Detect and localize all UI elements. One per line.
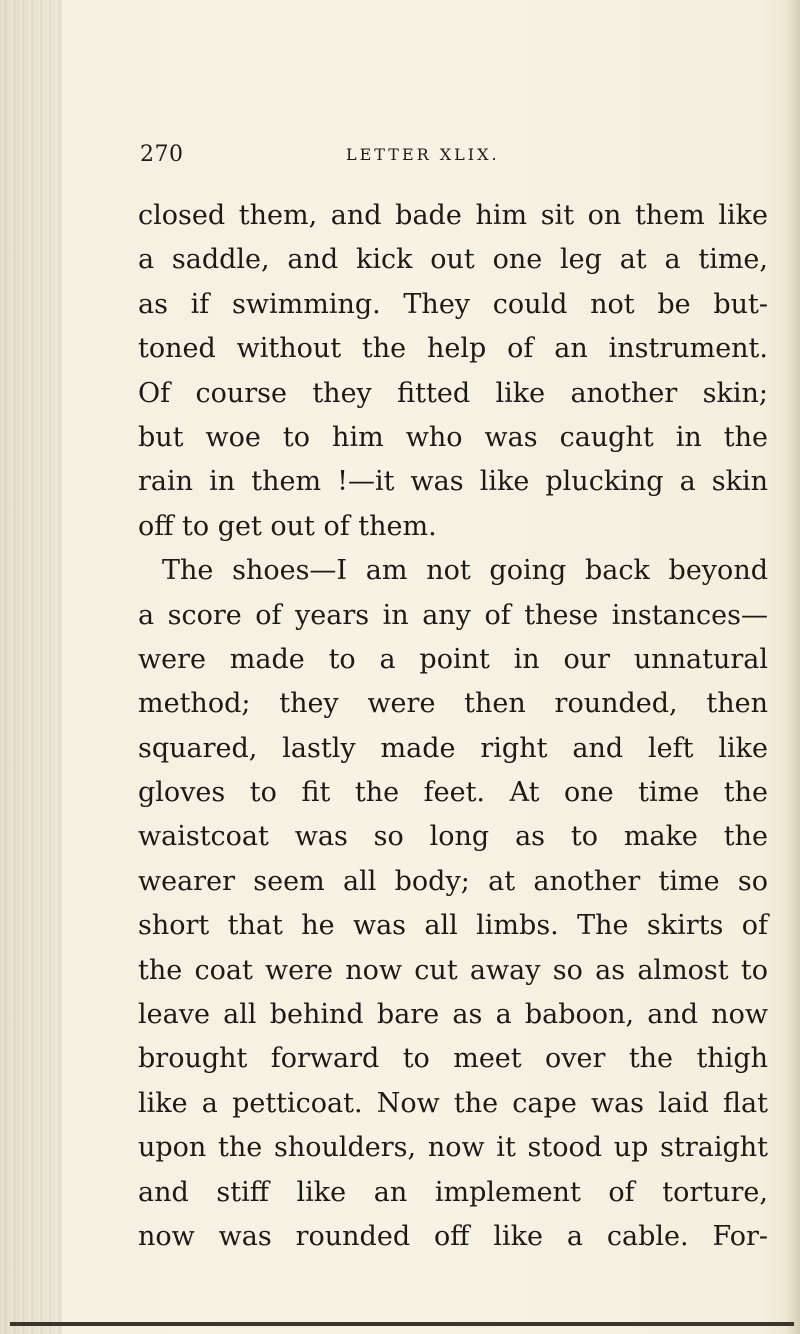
text-line: The shoes—I am not going back beyond [162,555,768,587]
text-line: were made to a point in our unnatural [138,643,768,675]
text-line: and stiff like an implement of torture, [138,1176,768,1208]
text-line: closed them, and bade him sit on them like [138,200,768,231]
text-line: as if swimming. They could not be but- [138,288,768,320]
text-line: upon the shoulders, now it stood up straight [138,1132,768,1164]
running-head: LETTER XLIX. [346,145,500,164]
page-header [140,142,740,172]
text-line: now was rounded off like a cable. For- [138,1220,768,1252]
text-line: leave all behind bare as a baboon, and now [138,999,768,1031]
text-line: brought forward to meet over the thigh [138,1043,768,1075]
text-line: like a petticoat. Now the cape was laid flat [138,1087,768,1119]
text-line: waistcoat was so long as to make the [138,821,768,853]
bottom-edge-rule [10,1322,794,1326]
binding-edge [0,0,62,1334]
text-line: squared, lastly made right and left like [138,732,768,764]
text-line: a saddle, and kick out one leg at a time, [138,244,768,276]
text-line: off to get out of them. [138,510,437,542]
text-line: toned without the help of an instrument. [138,333,768,365]
text-line: rain in them !—it was like plucking a skin [138,466,768,498]
text-line: method; they were then rounded, then [138,688,768,720]
text-line: but woe to him who was caught in the [138,421,768,453]
text-line: Of course they fitted like another skin; [138,377,768,409]
page-edge-shadow [786,0,800,1334]
text-line: short that he was all limbs. The skirts of [138,910,768,942]
body-text [138,194,768,1259]
text-line: a score of years in any of these instances— [138,599,768,631]
text-line: the coat were now cut away so as almost to [138,954,768,986]
text-line: wearer seem all body; at another time so [138,865,768,897]
text-line: gloves to fit the feet. At one time the [138,777,768,809]
page-number: 270 [140,142,184,167]
